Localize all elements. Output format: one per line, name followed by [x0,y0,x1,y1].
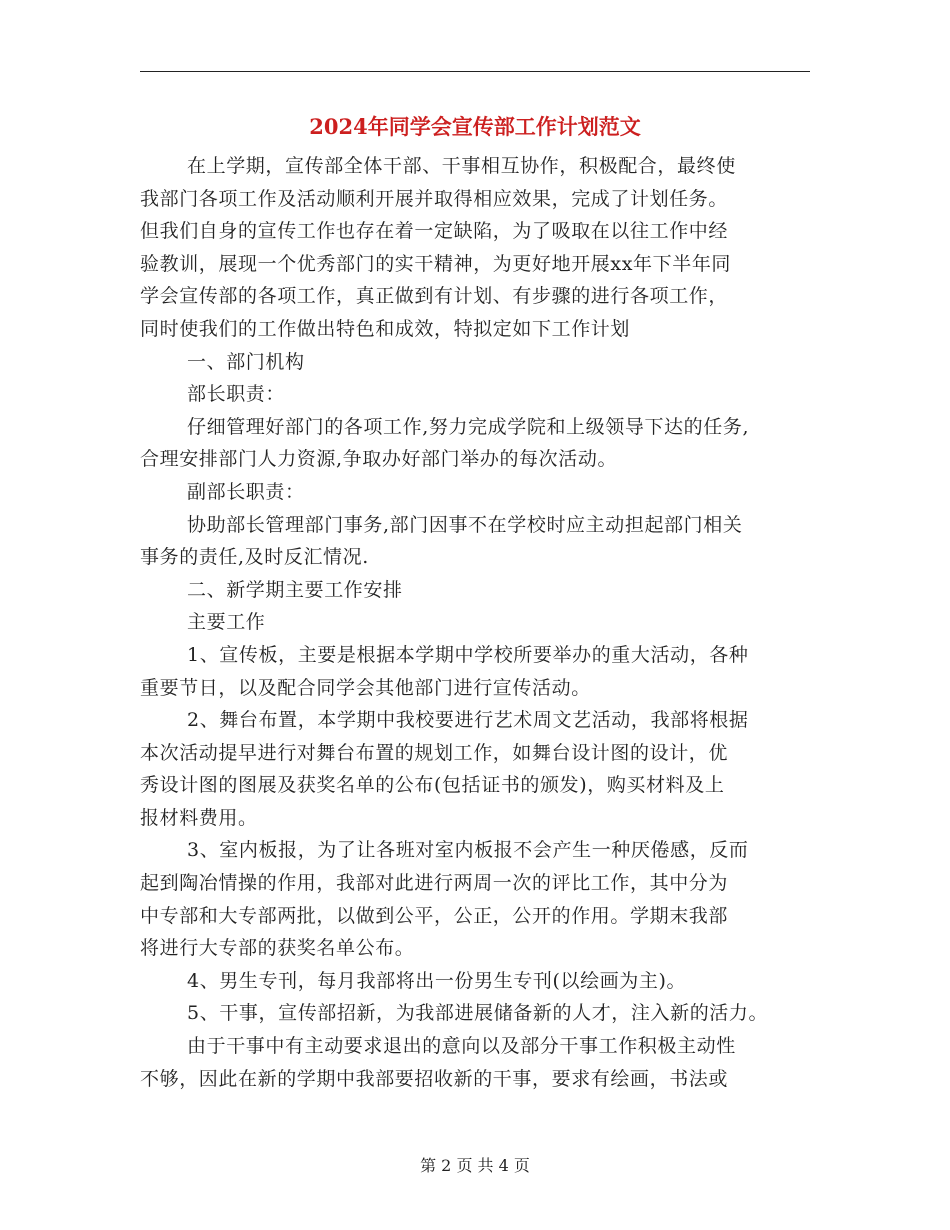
text-line: 副部长职责： [187,480,305,503]
text-line: 部长职责： [187,383,286,406]
text-line: 由于干事中有主动要求退出的意向以及部分干事工作积极主动性 [187,1035,736,1058]
text-line: 本次活动提早进行对舞台布置的规划工作，如舞台设计图的设计，优 [140,741,729,764]
text-line: 验教训，展现一个优秀部门的实干精神，为更好地开展xx年下半年同 [140,252,732,275]
text-line: 起到陶冶情操的作用，我部对此进行两周一次的评比工作，其中分为 [140,872,729,895]
text-line: 将进行大专部的获奖名单公布。 [140,937,415,960]
text-line: 合理安排部门人力资源,争取办好部门举办的每次活动。 [140,448,618,471]
text-line: 但我们自身的宣传工作也存在着一定缺陷，为了吸取在以往工作中经 [140,220,729,243]
text-line: 1、宣传板，主要是根据本学期中学校所要举办的重大活动，各种 [187,643,749,666]
text-line: 二、新学期主要工作安排 [187,578,403,601]
text-line: 主要工作 [187,611,266,634]
page-footer: 第 2 页 共 4 页 [420,1156,530,1175]
text-line: 不够，因此在新的学期中我部要招收新的干事，要求有绘画，书法或 [140,1067,729,1090]
text-line: 在上学期，宣传部全体干部、干事相互协作，积极配合，最终使 [187,155,736,177]
text-line: 2、舞台布置，本学期中我校要进行艺术周文艺活动，我部将根据 [187,709,749,732]
text-line: 仔细管理好部门的各项工作,努力完成学院和上级领导下达的任务, [187,415,750,438]
text-line: 协助部长管理部门事务,部门因事不在学校时应主动担起部门相关 [187,513,743,536]
text-line: 一、部门机构 [187,350,305,373]
document-body [140,150,830,1095]
text-line: 报材料费用。 [140,806,258,829]
text-line: 学会宣传部的各项工作，真正做到有计划、有步骤的进行各项工作， [140,285,729,308]
text-line: 重要节日，以及配合同学会其他部门进行宣传活动。 [140,676,591,699]
text-line: 中专部和大专部两批，以做到公平，公正，公开的作用。学期末我部 [140,904,729,927]
text-line: 秀设计图的图展及获奖名单的公布(包括证书的颁发)，购买材料及上 [140,774,725,797]
text-line: 我部门各项工作及活动顺利开展并取得相应效果，完成了计划任务。 [140,187,729,210]
text-line: 同时使我们的工作做出特色和成效，特拟定如下工作计划 [140,317,631,340]
text-line: 3、室内板报，为了让各班对室内板报不会产生一种厌倦感，反而 [187,839,749,862]
text-line: 4、男生专刊，每月我部将出一份男生专刊(以绘画为主)。 [187,969,687,992]
header-rule [140,71,810,72]
text-line: 5、干事，宣传部招新，为我部进展储备新的人才，注入新的活力。 [187,1002,769,1025]
text-line: 事务的责任,及时反汇情况. [140,546,369,569]
document-title: 2024年同学会宣传部工作计划范文 [309,114,641,139]
